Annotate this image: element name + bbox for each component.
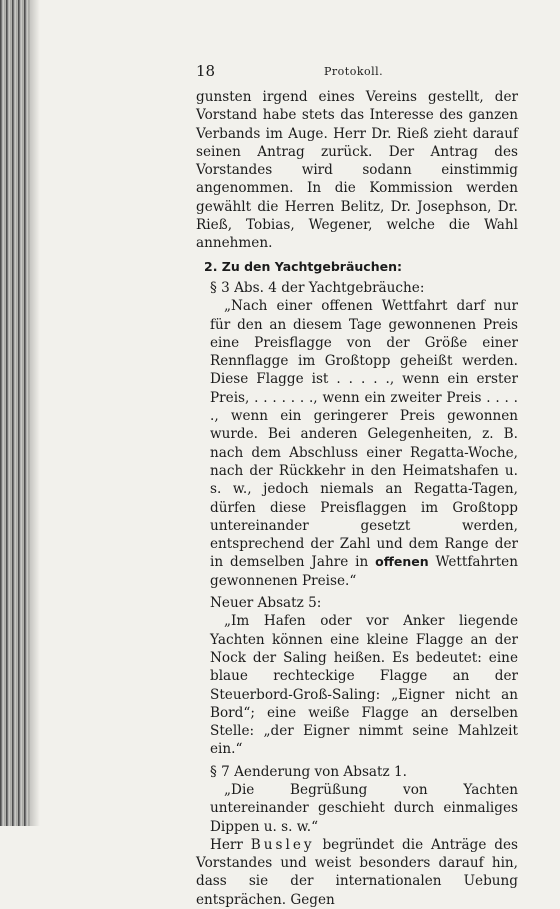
section-3-label: § 3 Abs. 4 der Yachtgebräuche: <box>210 279 425 296</box>
page-content <box>196 62 518 909</box>
neuer-absatz-quote-block <box>196 612 518 758</box>
section-7-quote: „Die Begrüßung von Yachten untereinander geschieht durch einmaliges Dippen u. s. w.“ <box>210 781 518 835</box>
book-spine-edge <box>0 0 30 826</box>
section-7-label: § 7 Aenderung von Absatz 1. <box>210 763 407 780</box>
gutter-shadow <box>30 0 40 826</box>
closing-post: begründet die Anträge des Vorstandes und weist besonders darauf hin, dass sie der internationalen Uebung entsprächen. Gegen <box>196 836 518 908</box>
section-3-quote-b: Wettfahrten gewonnenen Preise.“ <box>210 554 518 589</box>
emphasis-offenen: offenen <box>375 554 429 570</box>
page-header <box>196 62 518 88</box>
neuer-absatz-label: Neuer Absatz 5: <box>210 595 322 612</box>
closing-paragraph <box>196 836 518 909</box>
speaker-name: Busley <box>250 836 315 853</box>
section-3-quote-a: „Nach einer offenen Wettfahrt darf nur für den an diesem Tage gewonnenen Preis eine Preisflagge von der Größe einer Rennflagge im Großtopp geheißt werden. Diese Flagge ist . . . . ., wenn ein erster Preis, . . . . . . ., wenn ein zweiter Preis . . . . ., wenn ein geringerer Preis gewonnen wurde. Bei anderen Gelegenheiten, z. B. nach dem Abschluss einer Regatta-Woche, nach der Rückkehr in den Heimatshafen u. s. w., jedoch niemals an Regatta-Tagen, dürfen diese Preisflaggen im Großtopp untereinander gesetzt werden, entsprechend der Zahl und dem Range der in demselben Jahre in <box>210 298 518 571</box>
page-number: 18 <box>196 62 216 80</box>
section-3-quote <box>210 297 518 590</box>
closing-pre: Herr <box>210 836 243 853</box>
section-heading: 2. Zu den Yachtgebräuchen: <box>204 258 402 274</box>
neuer-absatz-quote: „Im Hafen oder vor Anker liegende Yachten können eine kleine Flagge an der Nock der Saling heißen. Es bedeutet: eine blaue rechteckige Flagge an der Steuerbord-Groß-Saling: „Eigner nicht an Bord“; eine weiße Flagge an derselben Stelle: „der Eigner nimmt seine Mahlzeit ein.“ <box>210 613 518 758</box>
section-3-quote-block <box>196 297 518 590</box>
intro-paragraph: gunsten irgend eines Vereins gestellt, der Vorstand habe stets das Interesse des ganzen Verbands im Auge. Herr Dr. Rieß zieht darauf seinen Antrag zurück. Der Antrag des Vorstandes wird sodann einstimmig angenommen. In die Kommission werden gewählt die Herren Belitz, Dr. Josephson, Dr. Rieß, Tobias, Wegener, welche die Wahl annehmen. <box>196 89 518 252</box>
running-head: Protokoll. <box>324 65 384 78</box>
section-7-quote-block <box>196 781 518 836</box>
